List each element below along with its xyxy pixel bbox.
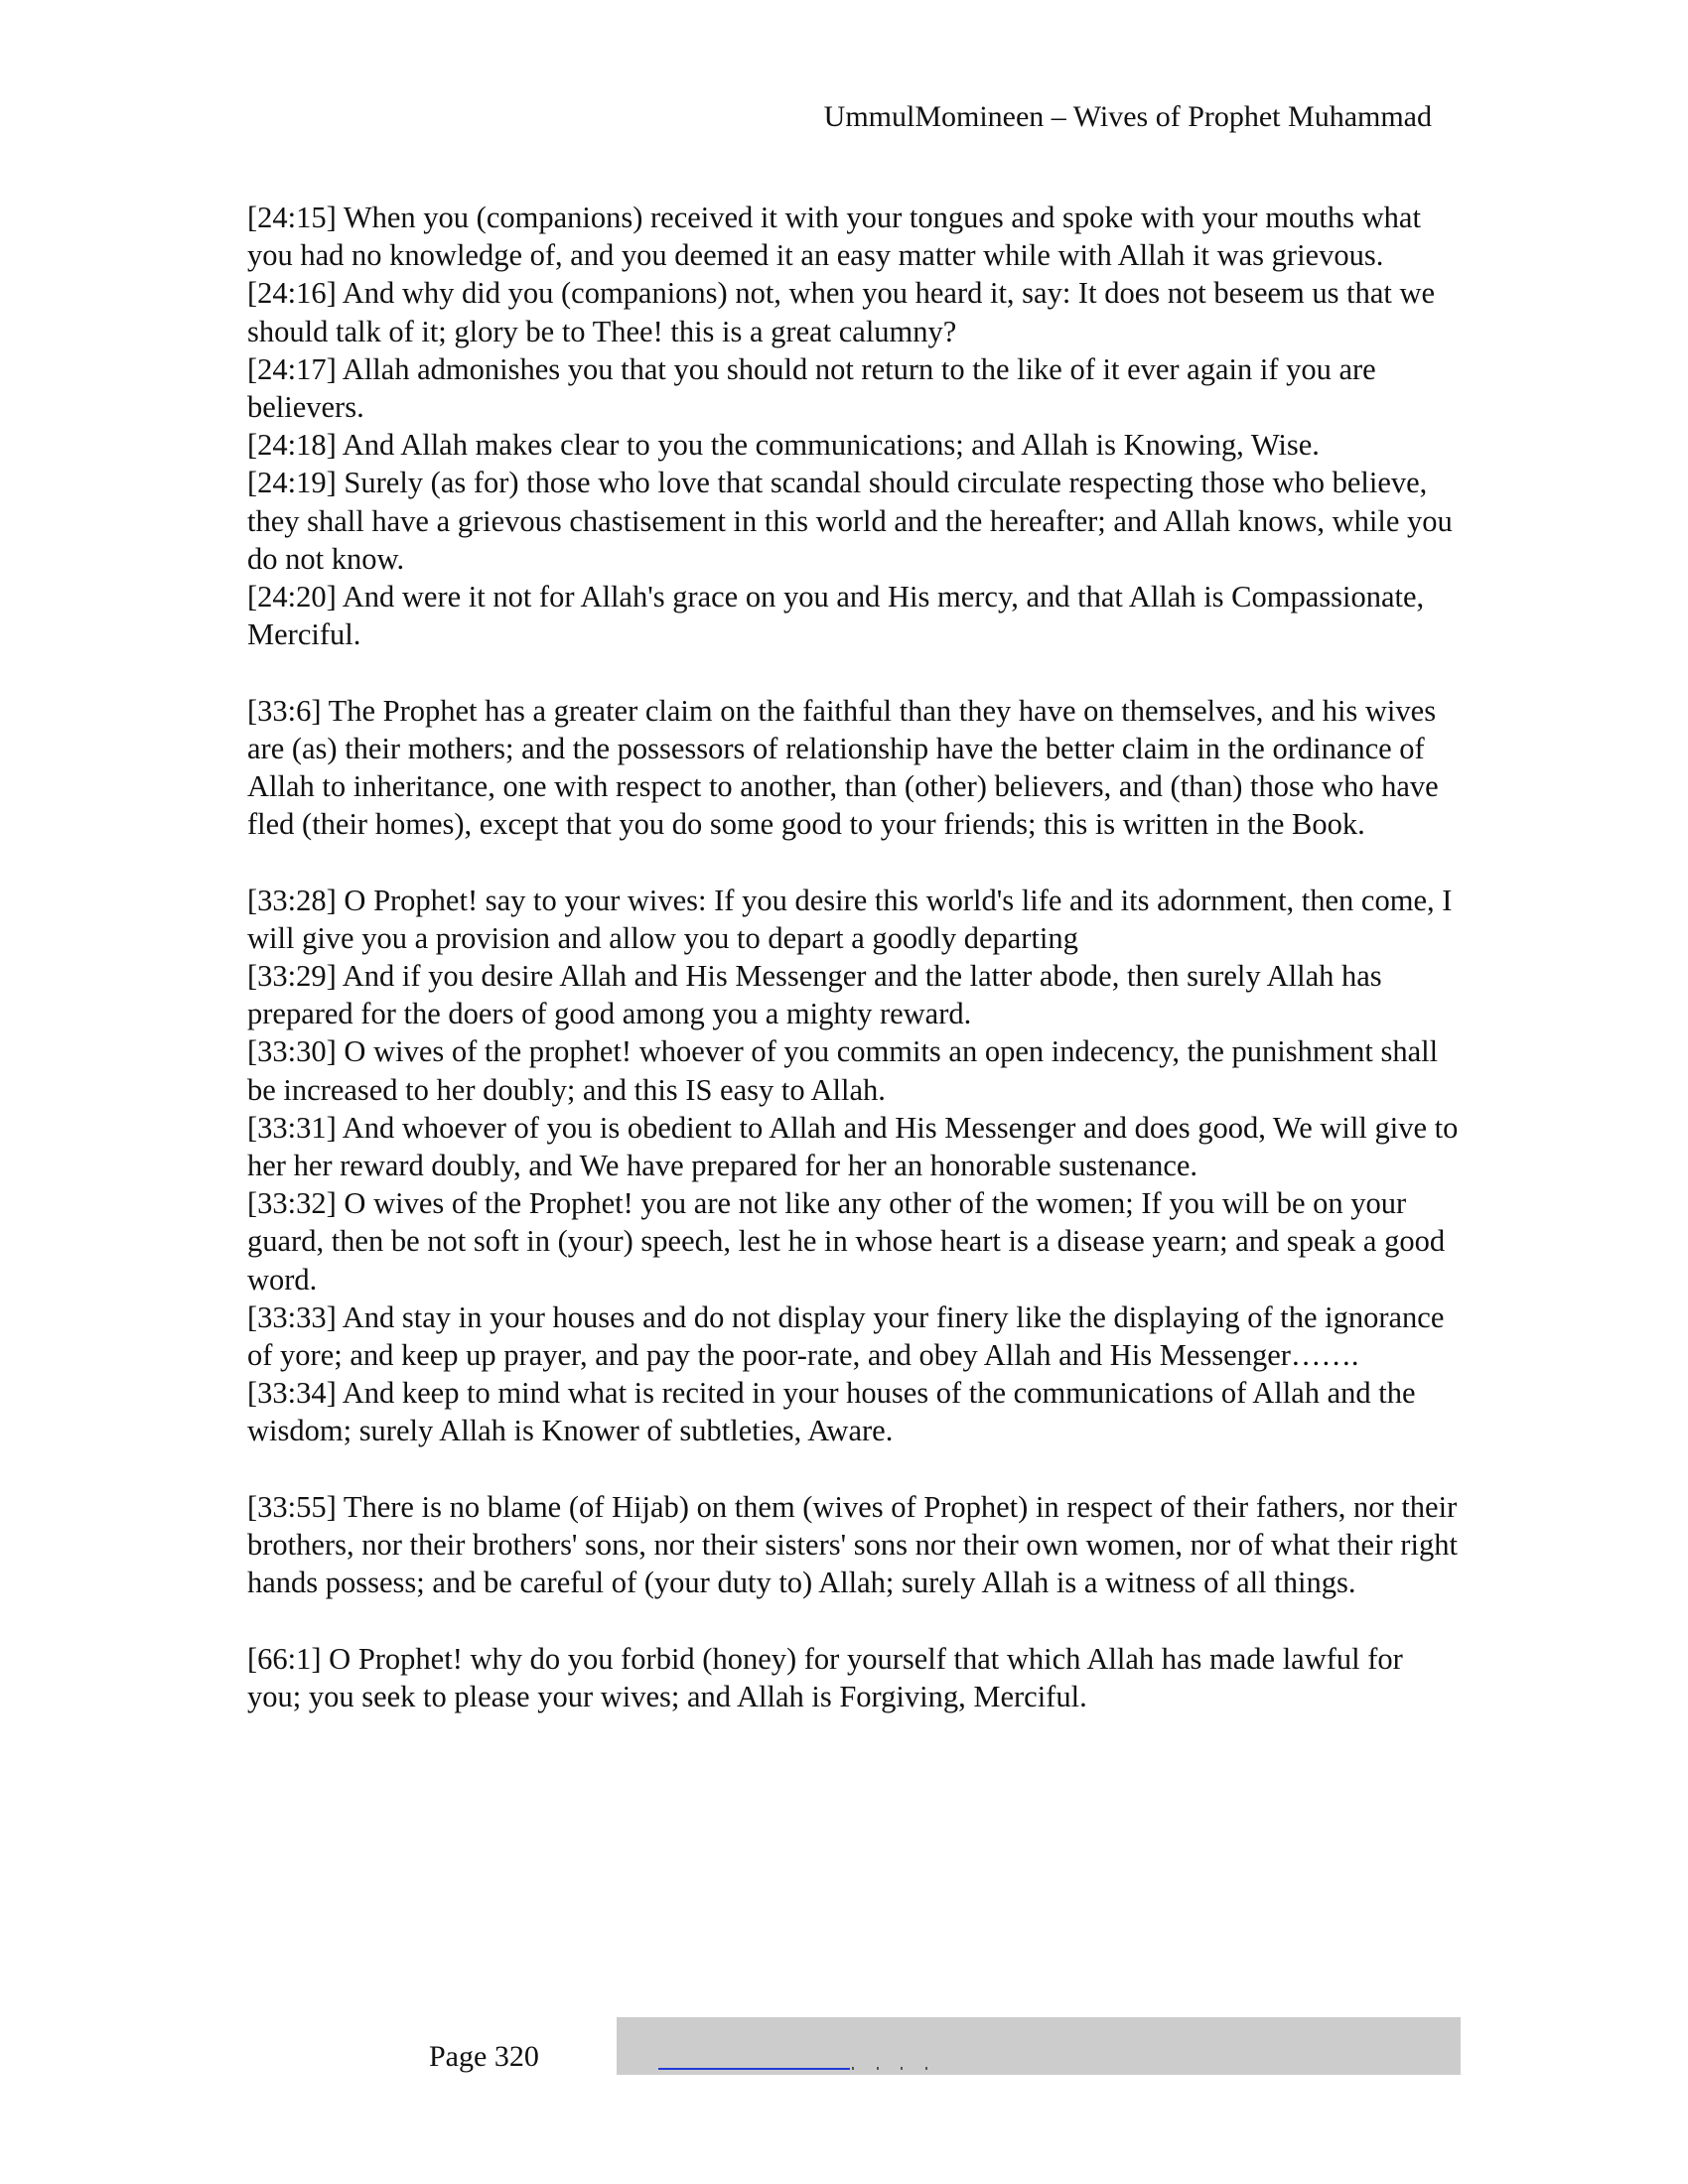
- footer-bar: [617, 2017, 1461, 2075]
- verse-33-33: [33:33] And stay in your houses and do not display your finery like the displaying of the ignorance of yore; and keep up prayer, and pay the poor-rate, and obey Allah and His Messenger…….: [247, 1299, 1445, 1373]
- verse-33-31: [33:31] And whoever of you is obedient to Allah and His Messenger and does good, We will give to her her reward doubly, and We have prepared for her an honorable sustenance.: [247, 1110, 1459, 1183]
- verse-24-15: [24:15] When you (companions) received it with your tongues and spoke with your mouths what you had no knowledge of, and you deemed it an easy matter while with Allah it was grievous.: [247, 201, 1421, 273]
- verse-33-34: [33:34] And keep to mind what is recited in your houses of the communications of Allah and the wisdom; surely Allah is Knower of subtleties, Aware.: [247, 1376, 1416, 1448]
- verse-33-32: [33:32] O wives of the Prophet! you are not like any other of the women; If you will be on your guard, then be not soft in (your) speech, lest he in whose heart is a disease yearn; and speak a good word.: [247, 1186, 1446, 1297]
- footer-dot: [925, 2067, 927, 2070]
- verse-group-66-1: [247, 1640, 1459, 1715]
- verse-66-1: [66:1] O Prophet! why do you forbid (honey) for yourself that which Allah has made lawful for you; you seek to please your wives; and Allah is Forgiving, Merciful.: [247, 1641, 1403, 1713]
- verse-group-33-28: [247, 882, 1459, 1450]
- verse-group-24: [247, 199, 1459, 653]
- document-body: [247, 199, 1459, 1753]
- page-number: Page 320: [429, 2040, 539, 2073]
- page-header-title: UmmulMomineen – Wives of Prophet Muhammad: [823, 100, 1432, 133]
- footer-dot: [852, 2067, 854, 2070]
- verse-group-33-55: [247, 1488, 1459, 1602]
- footer-dot: [877, 2067, 879, 2070]
- verse-33-6: [33:6] The Prophet has a greater claim on the faithful than they have on themselves, and his wives are (as) their mothers; and the possessors of relationship have the better claim in the ordinance of Allah to inheritance, one with respect to another, than (other) believers, and (than) those who have fled (their homes), except that you do some good to your friends; this is written in the Book.: [247, 693, 1439, 842]
- footer-link-underline[interactable]: [658, 2068, 850, 2070]
- verse-24-19: [24:19] Surely (as for) those who love that scandal should circulate respecting those who believe, they shall have a grievous chastisement in this world and the hereafter; and Allah knows, while you do not know.: [247, 466, 1453, 576]
- verse-group-33-6: [247, 692, 1459, 844]
- verse-24-17: [24:17] Allah admonishes you that you should not return to the like of it ever again if you are believers.: [247, 351, 1376, 425]
- verse-24-20: [24:20] And were it not for Allah's grace on you and His mercy, and that Allah is Compassionate, Merciful.: [247, 580, 1425, 652]
- verse-33-55: [33:55] There is no blame (of Hijab) on them (wives of Prophet) in respect of their fathers, nor their brothers, nor their brothers' sons, nor their sisters' sons nor their own women, nor of what their right hands possess; and be careful of (your duty to) Allah; surely Allah is a witness of all things.: [247, 1489, 1458, 1600]
- verse-24-18: [24:18] And Allah makes clear to you the communications; and Allah is Knowing, Wise.: [247, 428, 1320, 463]
- verse-24-16: [24:16] And why did you (companions) not, when you heard it, say: It does not beseem us that we should talk of it; glory be to Thee! this is a great calumny?: [247, 276, 1436, 348]
- verse-33-28: [33:28] O Prophet! say to your wives: If you desire this world's life and its adornment, then come, I will give you a provision and allow you to depart a goodly departing: [247, 883, 1453, 955]
- verse-33-30: [33:30] O wives of the prophet! whoever of you commits an open indecency, the punishment shall be increased to her doubly; and this IS easy to Allah.: [247, 1034, 1439, 1107]
- verse-33-29: [33:29] And if you desire Allah and His Messenger and the latter abode, then surely Allah has prepared for the doers of good among you a mighty reward.: [247, 959, 1382, 1031]
- footer-dot: [901, 2067, 903, 2070]
